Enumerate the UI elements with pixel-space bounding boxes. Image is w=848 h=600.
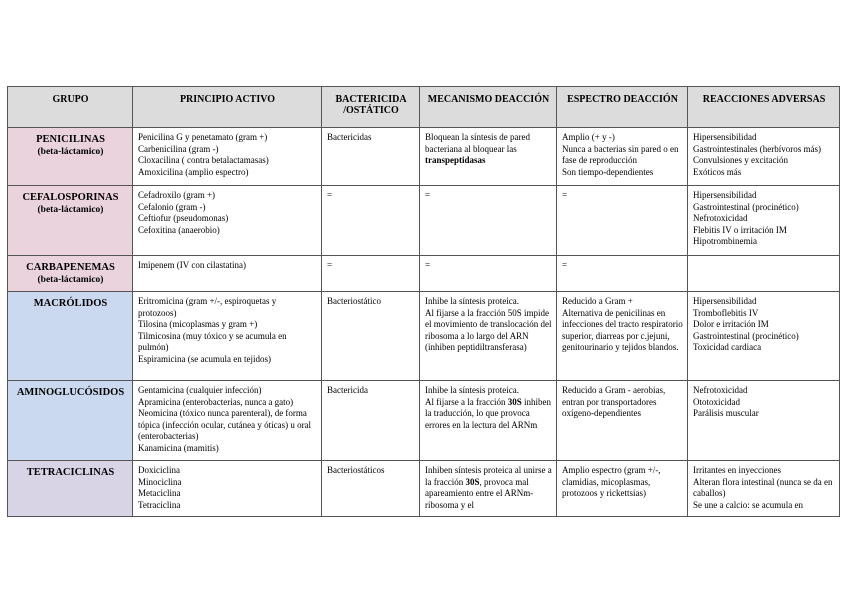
reacciones-cell: Nefrotoxicidad Ototoxicidad Parálisis muscular — [688, 381, 840, 461]
bactericida-cell: = — [322, 186, 420, 256]
mecanismo-cell: Inhiben síntesis proteica al unirse a la fracción 30S, provoca mal apareamiento entre el ARNm-ribosoma y el — [420, 461, 557, 517]
reacciones-cell: Hipersensibilidad Tromboflebitis IV Dolor e irritación IM Gastrointestinal (procinético) Toxicidad cardiaca — [688, 292, 840, 381]
principio-cell: Imipenem (IV con cilastatina) — [133, 256, 322, 292]
principio-cell: Penicilina G y penetamato (gram +) Carbenicilina (gram -) Cloxacilina ( contra betalactamasas) Amoxicilina (amplio espectro) — [133, 128, 322, 186]
reacciones-cell: Hipersensibilidad Gastrointestinales (herbívoros más) Convulsiones y excitación Exóticos más — [688, 128, 840, 186]
bactericida-cell: Bactericida — [322, 381, 420, 461]
espectro-cell: = — [557, 186, 688, 256]
espectro-cell: Reducido a Gram - aerobias, entran por transportadores oxígeno-dependientes — [557, 381, 688, 461]
mecanismo-cell: = — [420, 186, 557, 256]
reacciones-cell: Irritantes en inyecciones Alteran flora intestinal (nunca se da en caballos) Se une a calcio: se acumula en — [688, 461, 840, 517]
principio-cell: Eritromicina (gram +/-, espiroquetas y protozoos) Tilosina (micoplasmas y gram +) Tilmicosina (muy tóxico y se acumula en pulmón) Espiramicina (se acumula en tejidos) — [133, 292, 322, 381]
group-cell: AMINOGLUCÓSIDOS — [8, 381, 133, 461]
bactericida-cell: Bactericidas — [322, 128, 420, 186]
group-cell: CARBAPENEMAS (beta-láctamico) — [8, 256, 133, 292]
header-principio-activo: PRINCIPIO ACTIVO — [133, 87, 322, 128]
group-cell: MACRÓLIDOS — [8, 292, 133, 381]
header-grupo: GRUPO — [8, 87, 133, 128]
espectro-cell: Amplio espectro (gram +/-, clamidias, micoplasmas, protozoos y rickettsias) — [557, 461, 688, 517]
table-row — [8, 461, 840, 517]
mecanismo-cell: Inhibe la síntesis proteica. Al fijarse a la fracción 30S inhiben la traducción, lo que provoca errores en la lectura del ARNm — [420, 381, 557, 461]
header-row — [8, 87, 840, 128]
mecanismo-cell: Inhibe la síntesis proteica. Al fijarse a la fracción 50S impide el movimiento de translocación del ribosoma a lo largo del ARN (inhiben peptidiltransferasa) — [420, 292, 557, 381]
group-cell: PENICILINAS (beta-láctamico) — [8, 128, 133, 186]
header-espectro: ESPECTRO DEACCIÓN — [557, 87, 688, 128]
reacciones-cell: Hipersensibilidad Gastrointestinal (procinético) Nefrotoxicidad Flebitis IV o irritación IM Hipotrombinemia — [688, 186, 840, 256]
table-row — [8, 256, 840, 292]
espectro-cell: Amplio (+ y -) Nunca a bacterias sin pared o en fase de reproducción Son tiempo-dependientes — [557, 128, 688, 186]
table-row — [8, 128, 840, 186]
principio-cell: Gentamicina (cualquier infección) Apramicina (enterobacterias, nunca a gato) Neomicina (tóxico nunca parenteral), de forma tópica (infección ocular, cutánea y óticas) u oral (enterobacterias) Kanamicina (mamitis) — [133, 381, 322, 461]
antibiotics-table — [7, 86, 840, 517]
mecanismo-cell: = — [420, 256, 557, 292]
principio-cell: Cefadroxilo (gram +) Cefalonio (gram -) Ceftiofur (pseudomonas) Cefoxitina (anaerobio) — [133, 186, 322, 256]
principio-cell: Doxiciclina Minociclina Metaciclina Tetraciclina — [133, 461, 322, 517]
espectro-cell: Reducido a Gram + Alternativa de penicilinas en infecciones del tracto respiratorio superior, diarreas por c.jejuni, genitourinario y tejidos blandos. — [557, 292, 688, 381]
group-cell: TETRACICLINAS — [8, 461, 133, 517]
bactericida-cell: Bacteriostáticos — [322, 461, 420, 517]
bactericida-cell: = — [322, 256, 420, 292]
header-bactericida: BACTERICIDA /OSTÁTICO — [322, 87, 420, 128]
table-row — [8, 381, 840, 461]
table-row — [8, 186, 840, 256]
espectro-cell: = — [557, 256, 688, 292]
header-reacciones: REACCIONES ADVERSAS — [688, 87, 840, 128]
reacciones-cell — [688, 256, 840, 292]
mecanismo-cell: Bloquean la síntesis de pared bacteriana al bloquear las transpeptidasas — [420, 128, 557, 186]
header-mecanismo: MECANISMO DEACCIÓN — [420, 87, 557, 128]
bactericida-cell: Bacteriostático — [322, 292, 420, 381]
table-row — [8, 292, 840, 381]
group-cell: CEFALOSPORINAS (beta-láctamico) — [8, 186, 133, 256]
